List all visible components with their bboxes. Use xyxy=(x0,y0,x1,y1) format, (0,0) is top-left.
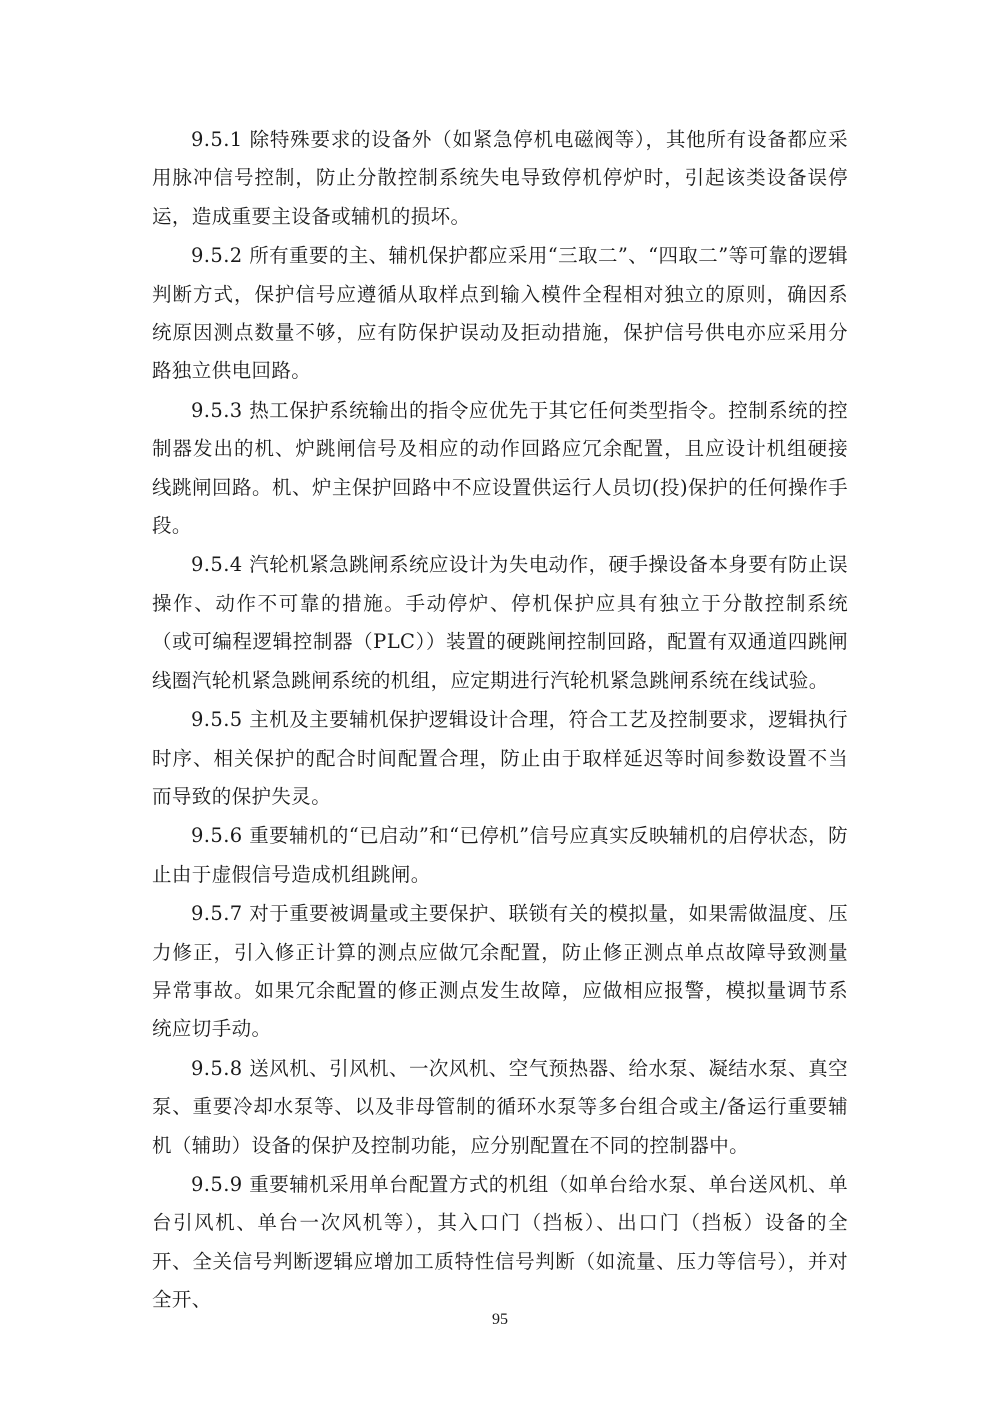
paragraph-9-5-5: 9.5.5 主机及主要辅机保护逻辑设计合理，符合工艺及控制要求，逻辑执行时序、相关保护的配合时间配置合理，防止由于取样延迟等时间参数设置不当而导致的保护失灵。 xyxy=(152,708,848,808)
page-number: 95 xyxy=(492,1311,508,1328)
paragraph-9-5-9: 9.5.9 重要辅机采用单台配置方式的机组（如单台给水泵、单台送风机、单台引风机、单台一次风机等），其入口门（挡板）、出口门（挡板）设备的全开、全关信号判断逻辑应增加工质特性信号判断（如流量、压力等信号），并对全开、 xyxy=(152,1172,848,1312)
document-body xyxy=(152,121,848,1320)
paragraph-9-5-7: 9.5.7 对于重要被调量或主要保护、联锁有关的模拟量，如果需做温度、压力修正，引入修正计算的测点应做冗余配置，防止修正测点单点故障导致测量异常事故。如果冗余配置的修正测点发生故障，应做相应报警，模拟量调节系统应切手动。 xyxy=(152,902,848,1041)
paragraph-9-5-6: 9.5.6 重要辅机的“已启动”和“已停机”信号应真实反映辅机的启停状态，防止由于虚假信号造成机组跳闸。 xyxy=(152,824,848,886)
paragraph-9-5-1: 9.5.1 除特殊要求的设备外（如紧急停机电磁阀等），其他所有设备都应采用脉冲信号控制，防止分散控制系统失电导致停机停炉时，引起该类设备误停运，造成重要主设备或辅机的损坏。 xyxy=(152,128,848,228)
paragraph-9-5-3: 9.5.3 热工保护系统输出的指令应优先于其它任何类型指令。控制系统的控制器发出的机、炉跳闸信号及相应的动作回路应冗余配置，且应设计机组硬接线跳闸回路。机、炉主保护回路中不应设置供运行人员切(投)保护的任何操作手段。 xyxy=(152,398,848,538)
paragraph-9-5-2: 9.5.2 所有重要的主、辅机保护都应采用“三取二”、“四取二”等可靠的逻辑判断方式，保护信号应遵循从取样点到输入模件全程相对独立的原则，确因系统原因测点数量不够，应有防保护误动及拒动措施，保护信号供电亦应采用分路独立供电回路。 xyxy=(152,244,848,383)
paragraph-9-5-8: 9.5.8 送风机、引风机、一次风机、空气预热器、给水泵、凝结水泵、真空泵、重要冷却水泵等、以及非母管制的循环水泵等多台组合或主/备运行重要辅机（辅助）设备的保护及控制功能，应分别配置在不同的控制器中。 xyxy=(152,1056,848,1157)
paragraph-9-5-4: 9.5.4 汽轮机紧急跳闸系统应设计为失电动作，硬手操设备本身要有防止误操作、动作不可靠的措施。手动停炉、停机保护应具有独立于分散控制系统（或可编程逻辑控制器（PLC））装置的硬跳闸控制回路，配置有双通道四跳闸线圈汽轮机紧急跳闸系统的机组，应定期进行汽轮机紧急跳闸系统在线试验。 xyxy=(152,553,848,692)
